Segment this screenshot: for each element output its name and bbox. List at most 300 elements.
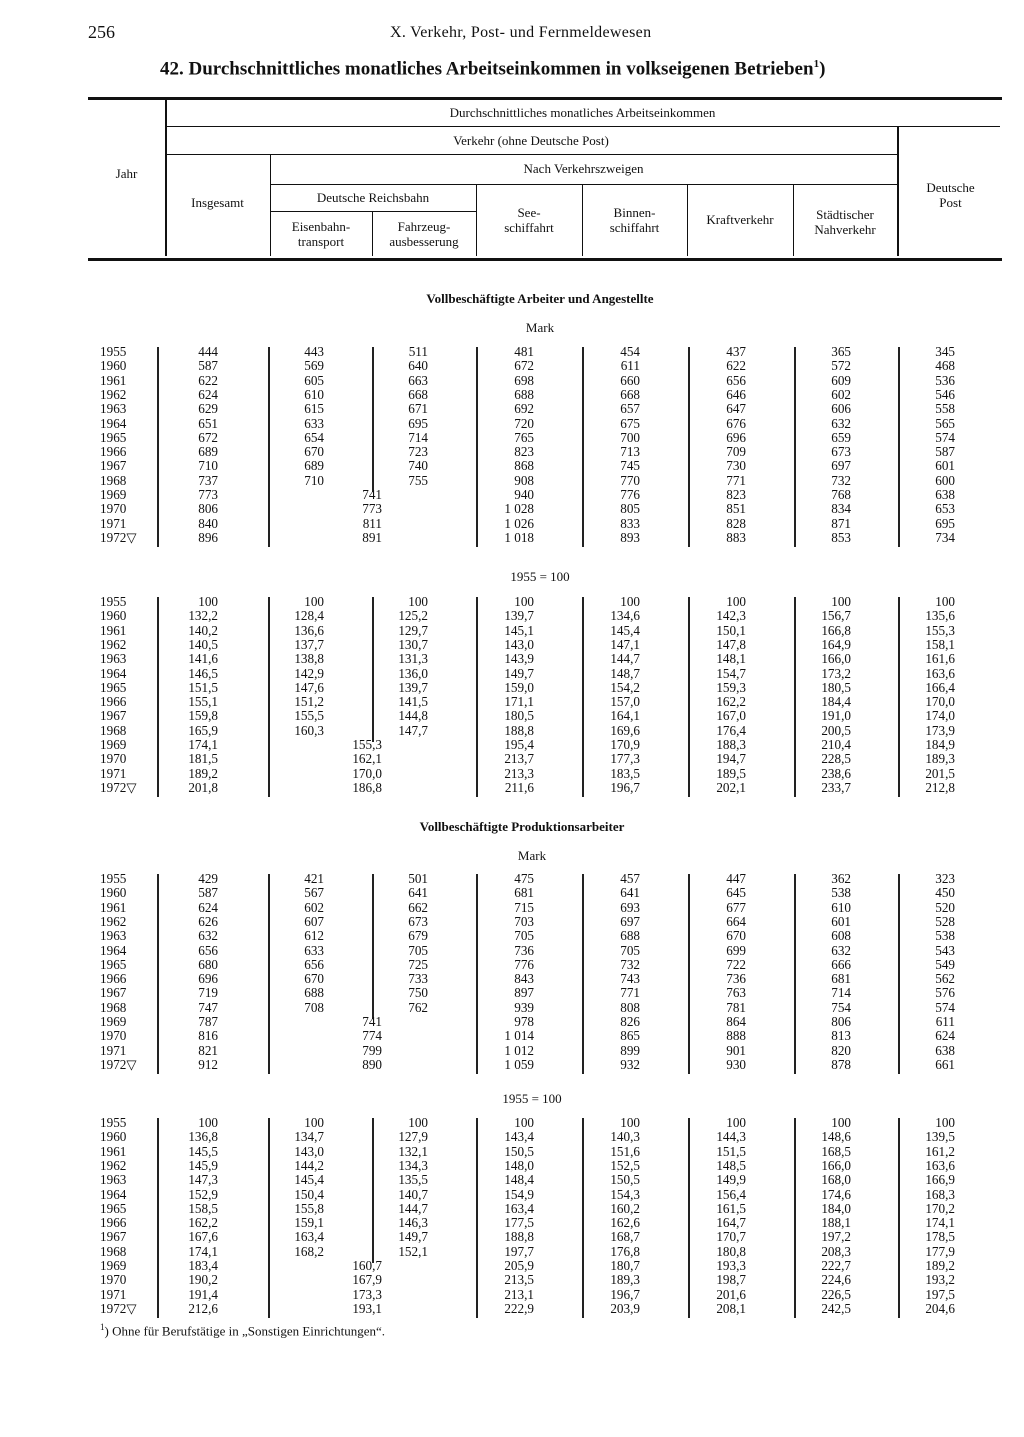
year-cell: 1961 [100,899,127,915]
header-kraft: Kraftverkehr [706,212,774,227]
value-cell: 622 [726,358,746,374]
value-cell: 601 [831,913,851,929]
table-row [0,488,1024,502]
value-cell: 710 [304,472,324,488]
value-cell: 149,7 [504,665,534,681]
value-cell: 806 [198,501,218,517]
value-cell: 100 [304,1115,324,1130]
value-cell: 184,9 [925,737,955,752]
value-cell: 166,0 [821,1157,851,1173]
value-cell: 443 [304,344,324,359]
value-cell: 197,5 [925,1286,955,1302]
value-cell: 224,6 [821,1272,851,1288]
value-cell: 696 [198,971,218,987]
value-cell: 720 [514,415,534,431]
year-cell: 1966 [100,971,127,987]
footnote-mark: 1 [100,1322,105,1332]
value-cell: 148,0 [504,1157,534,1173]
value-cell: 170,2 [925,1200,955,1216]
value-cell: 147,3 [188,1172,218,1188]
value-cell: 181,5 [188,751,218,767]
value-cell: 940 [514,487,534,502]
value-cell: 163,6 [925,665,955,681]
section-unit: Mark [525,320,555,335]
table-row [0,388,1024,402]
value-cell: 939 [514,999,534,1015]
value-cell: 538 [935,928,955,944]
year-cell: 1963 [100,401,127,417]
year-cell: 1971 [100,765,127,781]
table-row [0,445,1024,459]
value-cell: 144,7 [398,1200,428,1216]
value-cell: 681 [831,971,851,987]
value-cell: 166,0 [821,651,851,667]
value-cell: 127,9 [398,1129,428,1145]
value-cell: 177,5 [504,1215,534,1231]
value-cell: 450 [935,885,955,901]
chapter-heading: X. Verkehr, Post- und Fernmeldewesen [390,24,652,41]
header-fahrzeug: Fahrzeug- ausbesserung [389,219,459,249]
value-cell: 177,9 [925,1243,955,1259]
header-verkehr: Verkehr (ohne Deutsche Post) [453,133,609,148]
year-cell: 1962 [100,386,127,402]
value-cell: 747 [198,999,218,1015]
value-cell: 670 [304,971,324,987]
value-cell: 543 [935,942,955,958]
value-cell: 762 [408,999,428,1015]
value-cell: 159,8 [188,708,218,724]
value-cell: 705 [408,942,428,958]
value-cell: 160,3 [294,722,324,738]
value-cell: 1 059 [504,1056,534,1072]
value-cell: 174,1 [188,737,218,752]
value-cell: 659 [831,429,851,445]
value-cell: 170,0 [352,765,382,781]
value-cell: 162,1 [352,751,382,767]
value-cell: 164,7 [716,1215,746,1231]
value-cell: 654 [304,429,324,445]
value-cell: 719 [198,985,218,1001]
value-cell: 212,8 [925,779,955,795]
table-row [0,1001,1024,1015]
value-cell: 147,6 [294,679,324,695]
year-cell: 1971 [100,1286,127,1302]
table-row [0,738,1024,752]
value-cell: 787 [198,1014,218,1029]
value-cell: 201,8 [188,779,218,795]
value-cell: 755 [408,472,428,488]
value-cell: 168,0 [821,1172,851,1188]
value-cell: 190,2 [188,1272,218,1288]
value-cell: 186,8 [352,779,382,795]
table-row [0,474,1024,488]
value-cell: 151,5 [188,679,218,695]
value-cell: 165,9 [188,722,218,738]
header-insgesamt: Insgesamt [191,195,244,210]
value-cell: 208,1 [716,1300,746,1316]
value-cell: 140,7 [398,1186,428,1202]
value-cell: 891 [362,529,382,545]
value-cell: 565 [935,415,955,431]
value-cell: 213,5 [504,1272,534,1288]
value-cell: 174,1 [188,1243,218,1259]
table-row [0,1116,1024,1130]
table-row [0,652,1024,666]
value-cell: 1 014 [504,1028,534,1044]
value-cell: 140,3 [610,1129,640,1145]
value-cell: 200,5 [821,722,851,738]
year-cell: 1966 [100,694,127,710]
value-cell: 689 [304,458,324,474]
section-unit: 1955 = 100 [502,1091,562,1106]
value-cell: 202,1 [716,779,746,795]
table-row [0,1015,1024,1029]
value-cell: 155,8 [294,1200,324,1216]
value-cell: 765 [514,429,534,445]
value-cell: 574 [935,999,955,1015]
table-row [0,1216,1024,1230]
value-cell: 750 [408,985,428,1001]
value-cell: 567 [304,885,324,901]
value-cell: 138,8 [294,651,324,667]
table-row [0,1245,1024,1259]
value-cell: 155,3 [352,737,382,752]
value-cell: 136,6 [294,622,324,638]
value-cell: 147,1 [610,636,640,652]
header-post: Deutsche Post [926,180,975,210]
value-cell: 222,9 [504,1300,534,1316]
value-cell: 189,3 [610,1272,640,1288]
value-cell: 100 [408,594,428,609]
value-cell: 161,5 [716,1200,746,1216]
value-cell: 546 [935,386,955,402]
value-cell: 238,6 [821,765,851,781]
table-row [0,417,1024,431]
year-cell: 1955 [100,871,127,886]
value-cell: 183,4 [188,1258,218,1273]
value-cell: 140,5 [188,636,218,652]
value-cell: 808 [620,999,640,1015]
footnote [100,1322,385,1339]
value-cell: 656 [304,956,324,972]
year-cell: 1969 [100,1014,127,1029]
value-cell: 156,7 [821,608,851,624]
value-cell: 162,6 [610,1215,640,1231]
value-cell: 743 [620,971,640,987]
year-cell: 1968 [100,999,127,1015]
table-row [0,901,1024,915]
value-cell: 100 [726,1115,746,1130]
value-cell: 558 [935,401,955,417]
value-cell: 189,5 [716,765,746,781]
value-cell: 865 [620,1028,640,1044]
value-cell: 912 [198,1056,218,1072]
value-cell: 732 [831,472,851,488]
value-cell: 736 [726,971,746,987]
value-cell: 176,8 [610,1243,640,1259]
value-cell: 180,7 [610,1258,640,1273]
value-cell: 144,3 [716,1129,746,1145]
table-row [0,374,1024,388]
value-cell: 454 [620,344,640,359]
value-cell: 673 [408,913,428,929]
value-cell: 242,5 [821,1300,851,1316]
value-cell: 528 [935,913,955,929]
value-cell: 737 [198,472,218,488]
year-cell: 1955 [100,594,127,609]
value-cell: 166,8 [821,622,851,638]
value-cell: 732 [620,956,640,972]
value-cell: 150,4 [294,1186,324,1202]
value-cell: 587 [935,444,955,460]
year-cell: 1968 [100,472,127,488]
header-rule-3 [165,154,897,155]
year-cell: 1971 [100,1042,127,1058]
table-row [0,1302,1024,1316]
value-cell: 823 [514,444,534,460]
value-cell: 899 [620,1042,640,1058]
value-cell: 173,9 [925,722,955,738]
value-cell: 148,6 [821,1129,851,1145]
value-cell: 688 [304,985,324,1001]
value-cell: 475 [514,871,534,886]
value-cell: 100 [726,594,746,609]
value-cell: 538 [831,885,851,901]
value-cell: 692 [514,401,534,417]
year-cell: 1961 [100,622,127,638]
table-row [0,609,1024,623]
value-cell: 145,9 [188,1157,218,1173]
value-cell: 173,3 [352,1286,382,1302]
value-cell: 191,0 [821,708,851,724]
value-cell: 890 [362,1056,382,1072]
value-cell: 148,7 [610,665,640,681]
value-cell: 587 [198,885,218,901]
year-cell: 1968 [100,722,127,738]
value-cell: 723 [408,444,428,460]
title-end: ) [819,58,826,80]
value-cell: 610 [831,899,851,915]
value-cell: 624 [935,1028,955,1044]
value-cell: 131,3 [398,651,428,667]
value-cell: 183,5 [610,765,640,781]
value-cell: 201,6 [716,1286,746,1302]
value-cell: 805 [620,501,640,517]
value-cell: 194,7 [716,751,746,767]
value-cell: 136,8 [188,1129,218,1145]
table-row [0,1044,1024,1058]
value-cell: 170,0 [925,694,955,710]
value-cell: 773 [198,487,218,502]
value-cell: 932 [620,1056,640,1072]
value-cell: 149,9 [716,1172,746,1188]
value-cell: 195,4 [504,737,534,752]
value-cell: 693 [620,899,640,915]
value-cell: 137,7 [294,636,324,652]
table-row [0,767,1024,781]
value-cell: 193,1 [352,1300,382,1316]
value-cell: 146,5 [188,665,218,681]
title-footnote-mark: 1 [813,58,820,70]
value-cell: 210,4 [821,737,851,752]
value-cell: 167,6 [188,1229,218,1245]
value-cell: 145,1 [504,622,534,638]
value-cell: 177,3 [610,751,640,767]
value-cell: 632 [831,942,851,958]
value-cell: 663 [408,372,428,388]
value-cell: 163,4 [504,1200,534,1216]
value-cell: 174,0 [925,708,955,724]
table-row [0,402,1024,416]
value-cell: 610 [304,386,324,402]
value-cell: 703 [514,913,534,929]
value-cell: 156,4 [716,1186,746,1202]
year-cell: 1965 [100,679,127,695]
value-cell: 164,1 [610,708,640,724]
value-cell: 100 [831,594,851,609]
value-cell: 160,7 [352,1258,382,1273]
value-cell: 781 [726,999,746,1015]
value-cell: 226,5 [821,1286,851,1302]
value-cell: 150,1 [716,622,746,638]
value-cell: 125,2 [398,608,428,624]
value-cell: 708 [304,999,324,1015]
value-cell: 128,4 [294,608,324,624]
value-cell: 741 [362,1014,382,1029]
table-row [0,929,1024,943]
year-cell: 1970 [100,1028,127,1044]
value-cell: 656 [198,942,218,958]
value-cell: 699 [726,942,746,958]
year-cell: 1965 [100,429,127,445]
value-cell: 661 [935,1056,955,1072]
value-cell: 638 [935,487,955,502]
section-unit: Mark [517,848,547,863]
value-cell: 883 [726,529,746,545]
value-cell: 145,5 [188,1143,218,1159]
value-cell: 893 [620,529,640,545]
table-row [0,681,1024,695]
value-cell: 645 [726,885,746,901]
value-cell: 174,1 [925,1215,955,1231]
value-cell: 853 [831,529,851,545]
year-cell: 1960 [100,608,127,624]
value-cell: 612 [304,928,324,944]
value-cell: 132,2 [188,608,218,624]
year-cell: 1960 [100,885,127,901]
value-cell: 622 [198,372,218,388]
value-cell: 978 [514,1014,534,1029]
value-cell: 562 [935,971,955,987]
value-cell: 176,4 [716,722,746,738]
value-cell: 632 [198,928,218,944]
value-cell: 145,4 [294,1172,324,1188]
value-cell: 632 [831,415,851,431]
value-cell: 100 [514,594,534,609]
value-cell: 100 [198,1115,218,1130]
value-cell: 323 [935,871,955,886]
value-cell: 157,0 [610,694,640,710]
table-row [0,1202,1024,1216]
table-row [0,502,1024,516]
value-cell: 365 [831,344,851,359]
value-cell: 180,8 [716,1243,746,1259]
value-cell: 143,4 [504,1129,534,1145]
value-cell: 705 [620,942,640,958]
table-row [0,1259,1024,1273]
value-cell: 868 [514,458,534,474]
value-cell: 188,1 [821,1215,851,1231]
value-cell: 740 [408,458,428,474]
value-cell: 664 [726,913,746,929]
value-cell: 587 [198,358,218,374]
value-cell: 806 [831,1014,851,1029]
value-cell: 605 [304,372,324,388]
page-number: 256 [88,22,115,42]
header-nahverkehr: Städtischer Nahverkehr [814,207,876,237]
value-cell: 174,6 [821,1186,851,1202]
value-cell: 163,6 [925,1157,955,1173]
value-cell: 768 [831,487,851,502]
value-cell: 159,3 [716,679,746,695]
value-cell: 170,7 [716,1229,746,1245]
value-cell: 624 [198,899,218,915]
value-cell: 520 [935,899,955,915]
value-cell: 184,0 [821,1200,851,1216]
value-cell: 763 [726,985,746,1001]
value-cell: 671 [408,401,428,417]
value-cell: 196,7 [610,1286,640,1302]
value-cell: 908 [514,472,534,488]
value-cell: 189,3 [925,751,955,767]
year-cell: 1972▽ [100,1300,137,1316]
value-cell: 607 [304,913,324,929]
value-cell: 629 [198,401,218,417]
value-cell: 888 [726,1028,746,1044]
value-cell: 776 [514,956,534,972]
value-cell: 672 [198,429,218,445]
value-cell: 168,2 [294,1243,324,1259]
value-cell: 681 [514,885,534,901]
value-cell: 189,2 [188,765,218,781]
value-cell: 730 [726,458,746,474]
value-cell: 421 [304,871,324,886]
value-cell: 132,1 [398,1143,428,1159]
value-cell: 100 [408,1115,428,1130]
table-row [0,345,1024,359]
value-cell: 481 [514,344,534,359]
value-cell: 653 [935,501,955,517]
value-cell: 188,8 [504,722,534,738]
value-cell: 203,9 [610,1300,640,1316]
value-cell: 725 [408,956,428,972]
value-cell: 429 [198,871,218,886]
year-cell: 1963 [100,1172,127,1188]
value-cell: 148,4 [504,1172,534,1188]
value-cell: 626 [198,913,218,929]
table-row [0,781,1024,795]
value-cell: 170,9 [610,737,640,752]
value-cell: 457 [620,871,640,886]
value-cell: 163,4 [294,1229,324,1245]
value-cell: 733 [408,971,428,987]
value-cell: 640 [408,358,428,374]
value-cell: 741 [362,487,382,502]
year-cell: 1967 [100,985,127,1001]
value-cell: 213,1 [504,1286,534,1302]
value-cell: 184,4 [821,694,851,710]
value-cell: 134,3 [398,1157,428,1173]
